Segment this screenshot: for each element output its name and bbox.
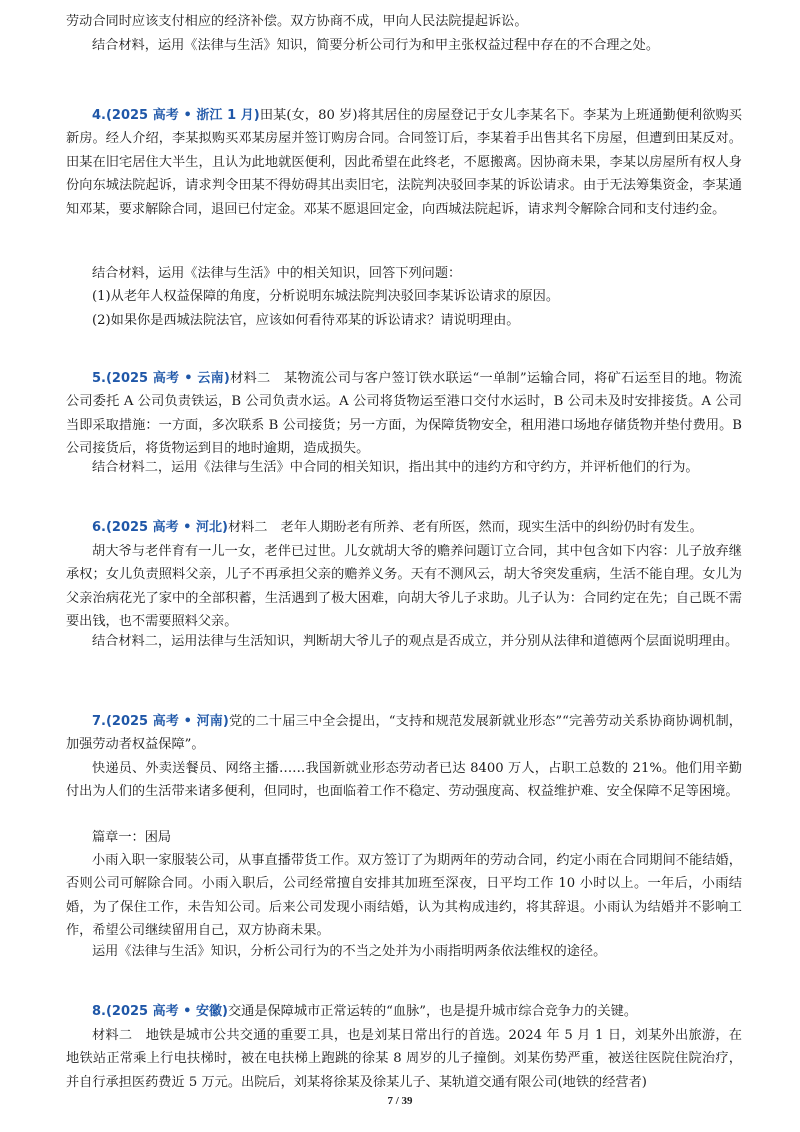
question-7-prompt: 运用《法律与生活》知识，分析公司行为的不当之处并为小雨指明两条依法维权的途径。 [92, 944, 607, 959]
question-7-number: 7. [92, 714, 106, 729]
question-8-material: 材料二 地铁是城市公共交通的重要工具，也是刘某日常出行的首选。2024 年 5 月 1 日，刘某外出旅游，在地铁站正常乘上行电扶梯时，被在电扶梯上跑跳的徐某 8 周岁的儿子撞倒。刘某伤势严重，被送往医院住院治疗，并自行承担医药费近 5 万元。出院后，刘某将徐某及徐某儿子、某轨道交通有限公司(地铁的经营者) [66, 1028, 742, 1090]
question-6-number: 6. [92, 520, 106, 535]
question-6-prompt: 结合材料二，运用法律与生活知识，判断胡大爷儿子的观点是否成立，并分别从法律和道德两个层面说明理由。 [92, 634, 739, 649]
question-6-source: (2025 高考 • 河北) [105, 520, 228, 535]
question-7 [66, 710, 742, 757]
page-number: 7 / 39 [387, 1095, 413, 1107]
question-5-body: 材料二 某物流公司与客户签订铁水联运“一单制”运输合同，将矿石运至目的地。物流公司委托 A 公司负责铁运，B 公司负责水运。A 公司将货物运至港口交付水运时，B 公司未及时安排接货。A 公司当即采取措施：一方面，多次联系 B 公司接货；另一方面，为保障货物安全，租用港口场地存储货物并垫付费用。B 公司接货后，将货物运到目的地时逾期，造成损失。 [66, 371, 742, 457]
question-4-source: (2025 高考 • 浙江 1 月) [105, 108, 260, 123]
question-7-chapter: 篇章一：困局 [92, 830, 172, 845]
question-4-number: 4. [92, 108, 106, 123]
question-8-body: 交通是保障城市正常运转的“血脉”，也是提升城市综合竞争力的关键。 [227, 1004, 638, 1019]
question-5 [66, 367, 742, 461]
question-8 [66, 1000, 742, 1023]
question-8-source: (2025 高考 • 安徽) [105, 1004, 228, 1019]
question-5-source: (2025 高考 • 云南) [105, 371, 230, 386]
question-8-number: 8. [92, 1004, 106, 1019]
question-4 [66, 104, 742, 221]
question-7-source: (2025 高考 • 河南) [105, 714, 229, 729]
question-7-material: 快递员、外卖送餐员、网络主播……我国新就业形态劳动者已达 8400 万人，占职工总数的 21%。他们用辛勤付出为人们的生活带来诸多便利，但同时，也面临着工作不稳定、劳动强度高、权益维护难、安全保障不足等困境。 [66, 761, 742, 800]
question-5-number: 5. [92, 371, 106, 386]
question-4-sub2: (2)如果你是西城法院法官，应该如何看待邓某的诉讼请求？请说明理由。 [92, 313, 520, 328]
question-4-prompt: 结合材料，运用《法律与生活》中的相关知识，回答下列问题： [92, 266, 462, 281]
question-6 [66, 516, 742, 539]
question-7-body: 党的二十届三中全会提出，“支持和规范发展新就业形态”“完善劳动关系协商协调机制，加强劳动者权益保障”。 [66, 714, 742, 753]
intro-paragraph: 劳动合同时应该支付相应的经济补偿。双方协商不成，甲向人民法院提起诉讼。 [66, 14, 528, 29]
question-4-sub1: (1)从老年人权益保障的角度，分析说明东城法院判决驳回李某诉讼请求的原因。 [92, 289, 560, 304]
question-6-material: 胡大爷与老伴育有一儿一女，老伴已过世。儿女就胡大爷的赡养问题订立合同，其中包含如下内容：儿子放弃继承权；女儿负责照料父亲，儿子不再承担父亲的赡养义务。天有不测风云，胡大爷突发重病，生活不能自理。女儿为父亲治病花光了家中的全部积蓄，生活遇到了极大困难，向胡大爷儿子求助。儿子认为：合同约定在先；自己既不需要出钱，也不需要照料父亲。 [66, 544, 742, 630]
question-6-body: 材料二 老年人期盼老有所养、老有所医，然而，现实生活中的纠纷仍时有发生。 [227, 520, 703, 535]
intro-question: 结合材料，运用《法律与生活》知识，简要分析公司行为和甲主张权益过程中存在的不合理之处。 [92, 38, 660, 53]
question-7-case: 小雨入职一家服装公司，从事直播带货工作。双方签订了为期两年的劳动合同，约定小雨在合同期间不能结婚，否则公司可解除合同。小雨入职后，公司经常擅自安排其加班至深夜，日平均工作 10 小时以上。一年后，小雨结婚，为了保住工作，未告知公司。后来公司发现小雨结婚，认为其构成违约，将其辞退。小雨认为结婚并不影响工作，希望公司继续留用自己，双方协商未果。 [66, 853, 742, 939]
question-4-body: 田某(女，80 岁)将其居住的房屋登记于女儿李某名下。李某为上班通勤便利欲购买新房。经人介绍，李某拟购买邓某房屋并签订购房合同。合同签订后，李某着手出售其名下房屋，但遭到田某反对。田某在旧宅居住大半生，且认为此地就医便利，因此希望在此终老，不愿搬离。因协商未果，李某以房屋所有权人身份向东城法院起诉，请求判令田某不得妨碍其出卖旧宅，法院判决驳回李某的诉讼请求。由于无法筹集资金，李某通知邓某，要求解除合同，退回已付定金。邓某不愿退回定金，向西城法院起诉，请求判令解除合同和支付违约金。 [66, 108, 742, 217]
question-5-prompt: 结合材料二，运用《法律与生活》中合同的相关知识，指出其中的违约方和守约方，并评析他们的行为。 [92, 460, 699, 475]
